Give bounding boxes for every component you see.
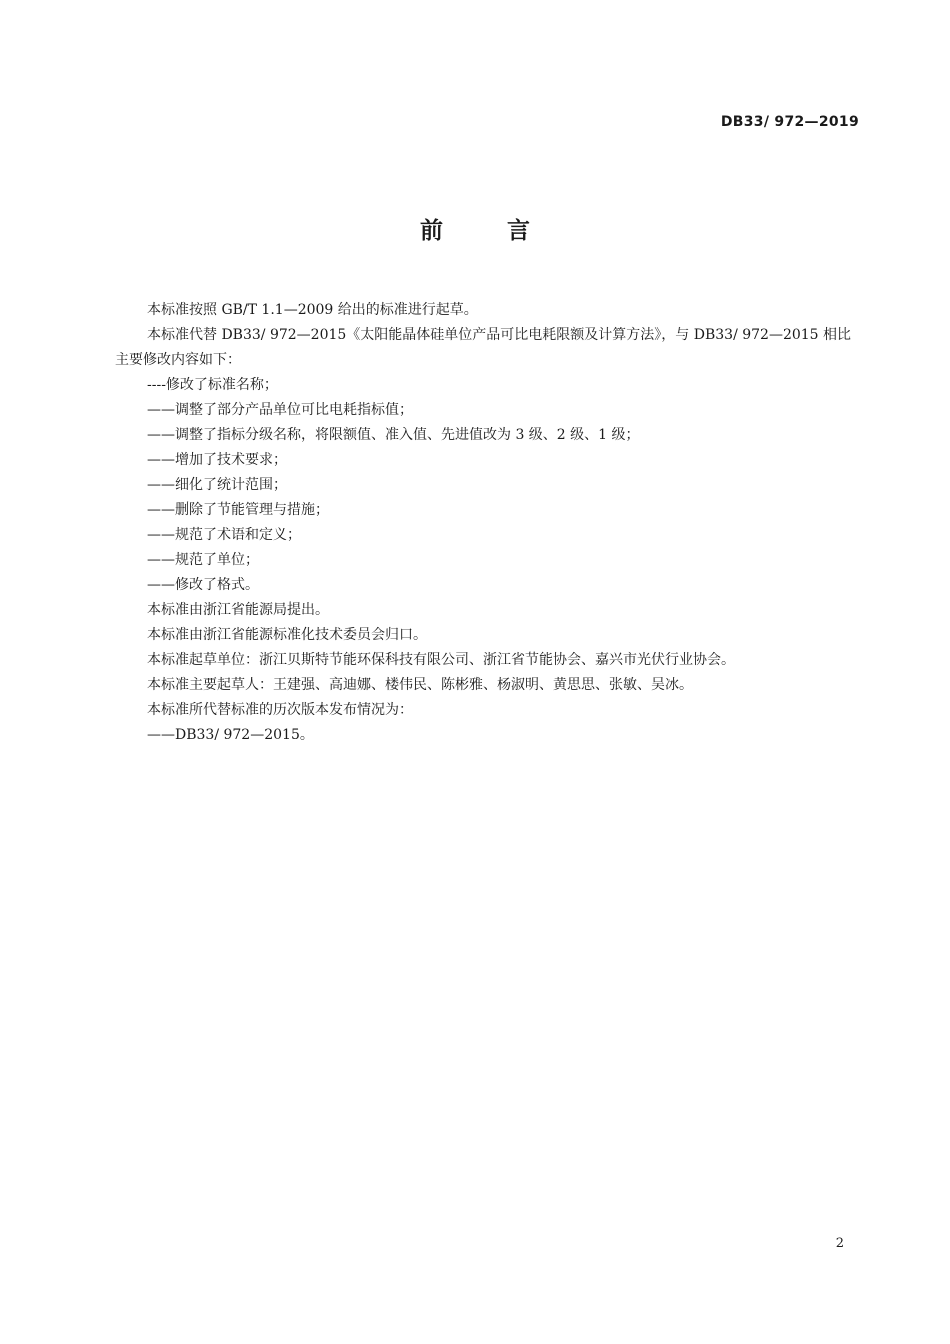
paragraph-centralized: 本标准由浙江省能源标准化技术委员会归口。 <box>147 627 427 643</box>
list-item: ——调整了部分产品单位可比电耗指标值； <box>147 402 413 418</box>
paragraph-proposer: 本标准由浙江省能源局提出。 <box>147 602 329 618</box>
list-item: ——修改了格式。 <box>147 577 259 593</box>
list-item: ——删除了节能管理与措施； <box>147 502 329 518</box>
paragraph-drafting-units: 本标准起草单位：浙江贝斯特节能环保科技有限公司、浙江省节能协会、嘉兴市光伏行业协会。 <box>147 652 735 668</box>
paragraph-replacement: 本标准代替 DB33/ 972—2015《太阳能晶体硅单位产品可比电耗限额及计算方法》，与 DB33/ 972—2015 相比主要修改内容如下： <box>115 327 852 368</box>
page-title: 前 言 <box>419 218 558 244</box>
document-code: DB33/ 972—2019 <box>720 114 859 130</box>
list-item: ——调整了指标分级名称，将限额值、准入值、先进值改为 3 级、2 级、1 级； <box>147 427 640 443</box>
page-number: 2 <box>835 1236 844 1251</box>
foreword-body <box>115 298 860 748</box>
list-item: ——细化了统计范围； <box>147 477 287 493</box>
list-item: ——增加了技术要求； <box>147 452 287 468</box>
paragraph-history-intro: 本标准所代替标准的历次版本发布情况为： <box>147 702 413 718</box>
list-item: ----修改了标准名称； <box>147 377 278 393</box>
paragraph-drafting-rules: 本标准按照 GB/T 1.1—2009 给出的标准进行起草。 <box>147 302 478 318</box>
list-item: ——规范了术语和定义； <box>147 527 301 543</box>
paragraph-drafters: 本标准主要起草人：王建强、高迪娜、楼伟民、陈彬雅、杨淑明、黄思思、张敏、吴冰。 <box>147 677 693 693</box>
history-item: ——DB33/ 972—2015。 <box>147 727 314 743</box>
list-item: ——规范了单位； <box>147 552 259 568</box>
changes-list <box>115 373 860 598</box>
